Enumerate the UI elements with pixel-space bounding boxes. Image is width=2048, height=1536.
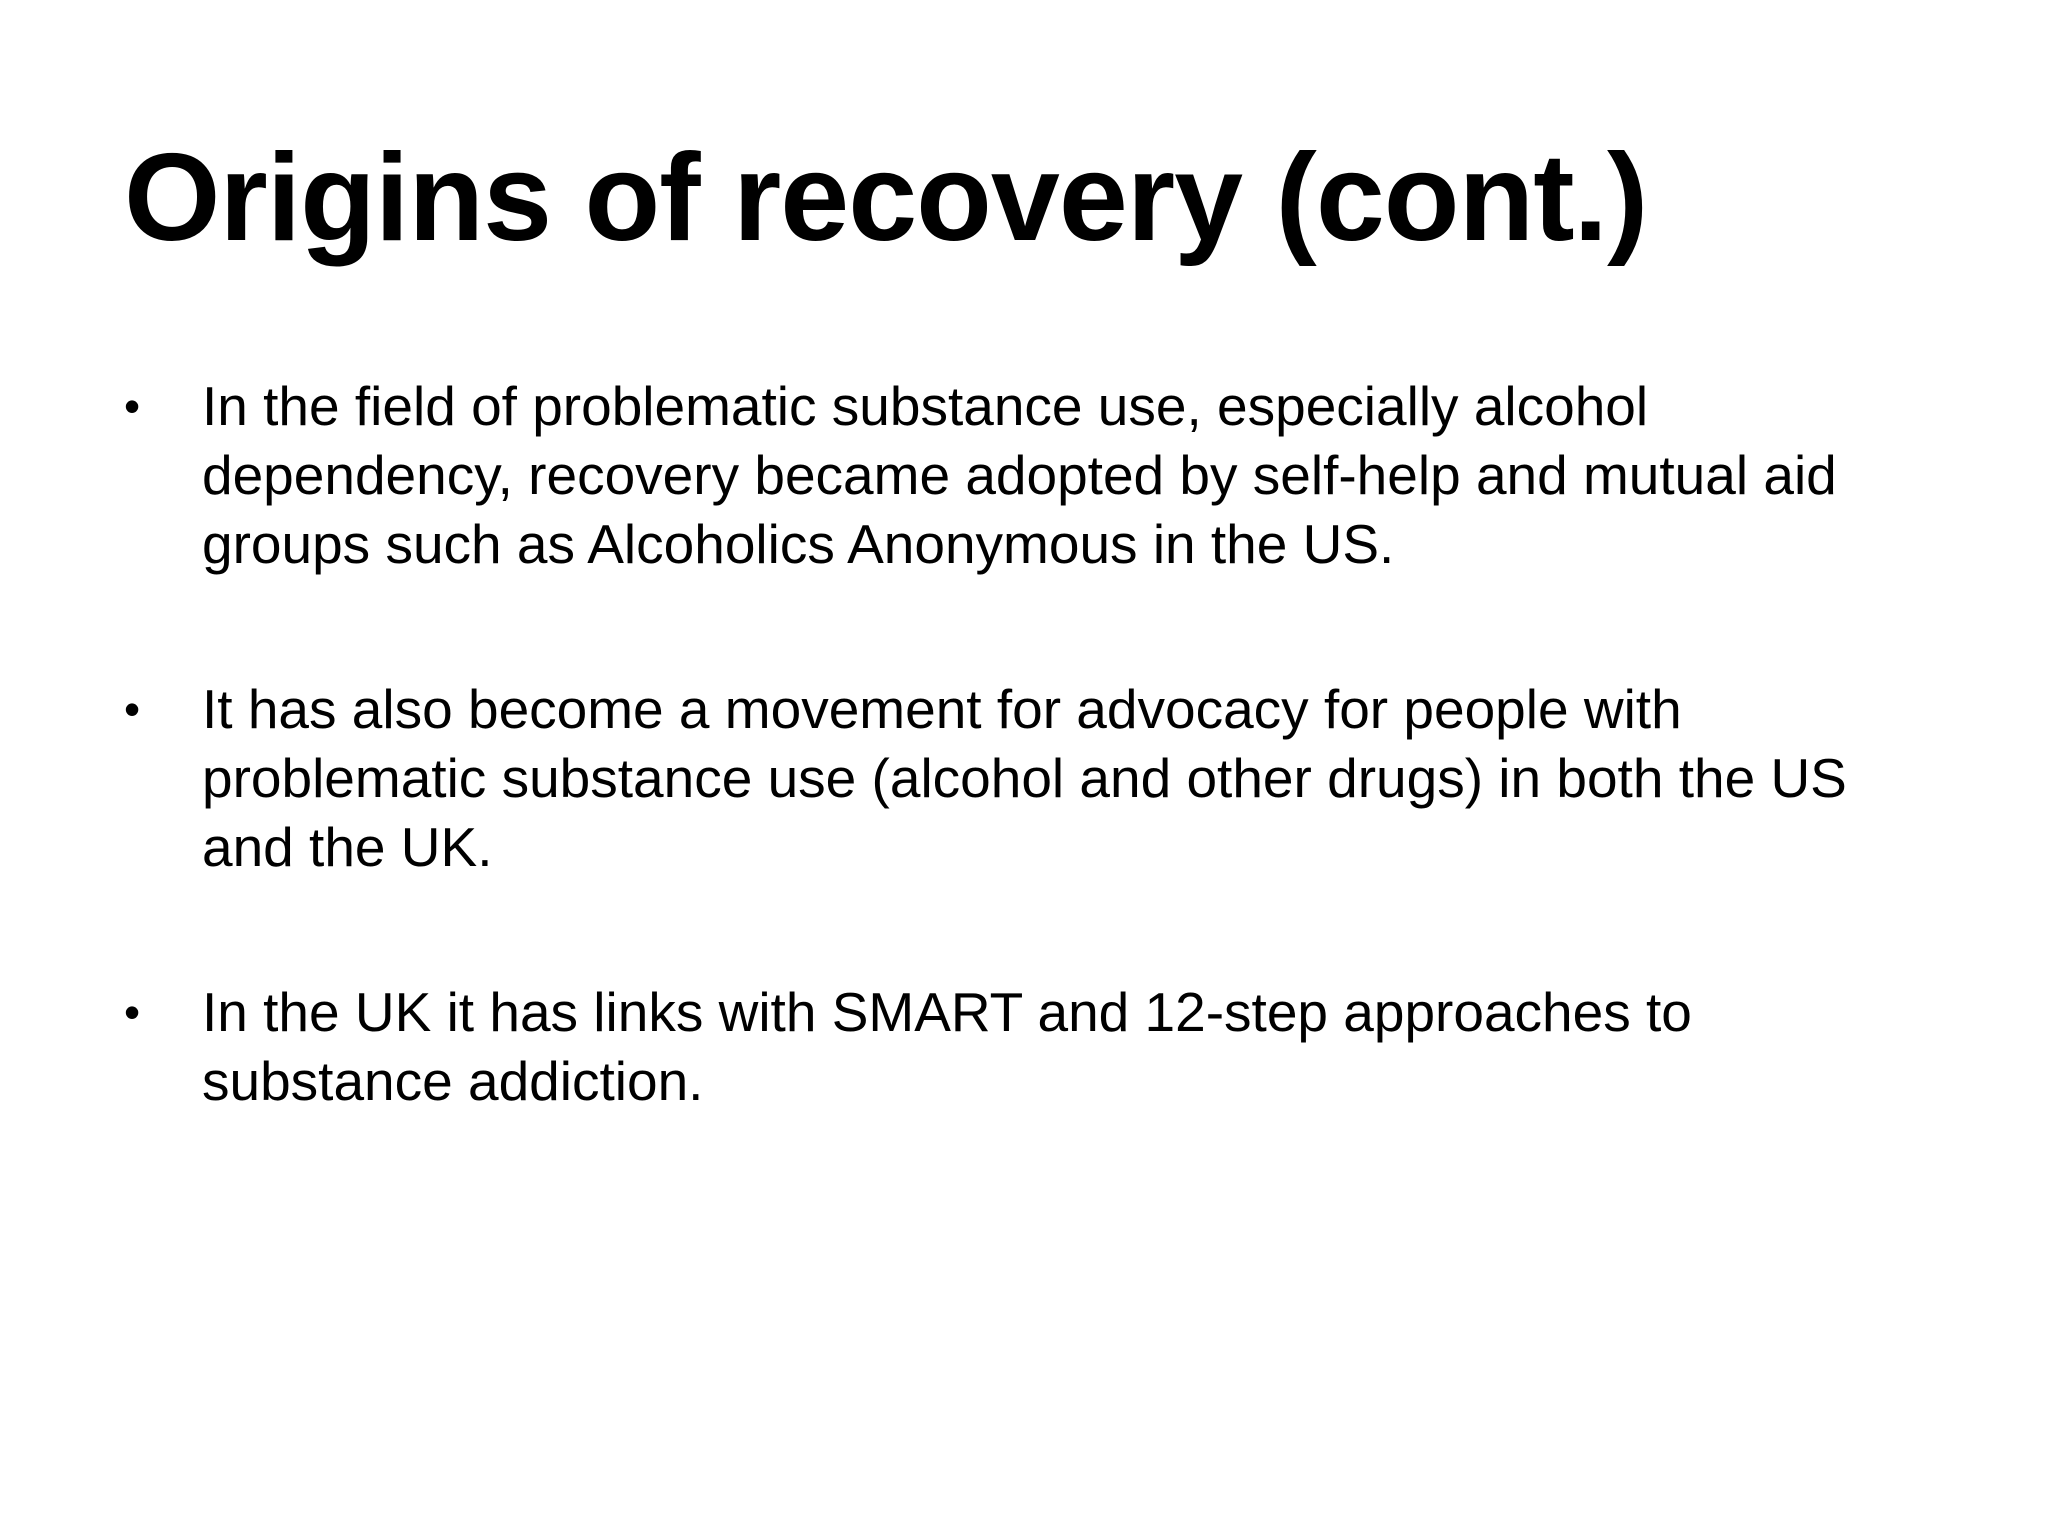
bullet-text: In the field of problematic substance use, especially alcohol dependency, recovery became adopted by self-help and mutual aid groups such as Alcoholics Anonymous in the US. xyxy=(202,375,1837,575)
slide-title: Origins of recovery (cont.) xyxy=(124,129,1648,267)
bullet-text: In the UK it has links with SMART and 12-step approaches to substance addiction. xyxy=(202,981,1692,1112)
bullet-marker: • xyxy=(124,986,141,1038)
bullet-item xyxy=(124,978,1944,1116)
bullet-text: It has also become a movement for advocacy for people with problematic substance use (alcohol and other drugs) in both the US and the UK. xyxy=(202,678,1847,878)
bullet-item xyxy=(124,675,1944,882)
bullet-marker: • xyxy=(124,380,141,432)
bullet-item xyxy=(124,372,1944,579)
bullet-marker: • xyxy=(124,683,141,735)
bullet-list xyxy=(124,372,1944,1116)
